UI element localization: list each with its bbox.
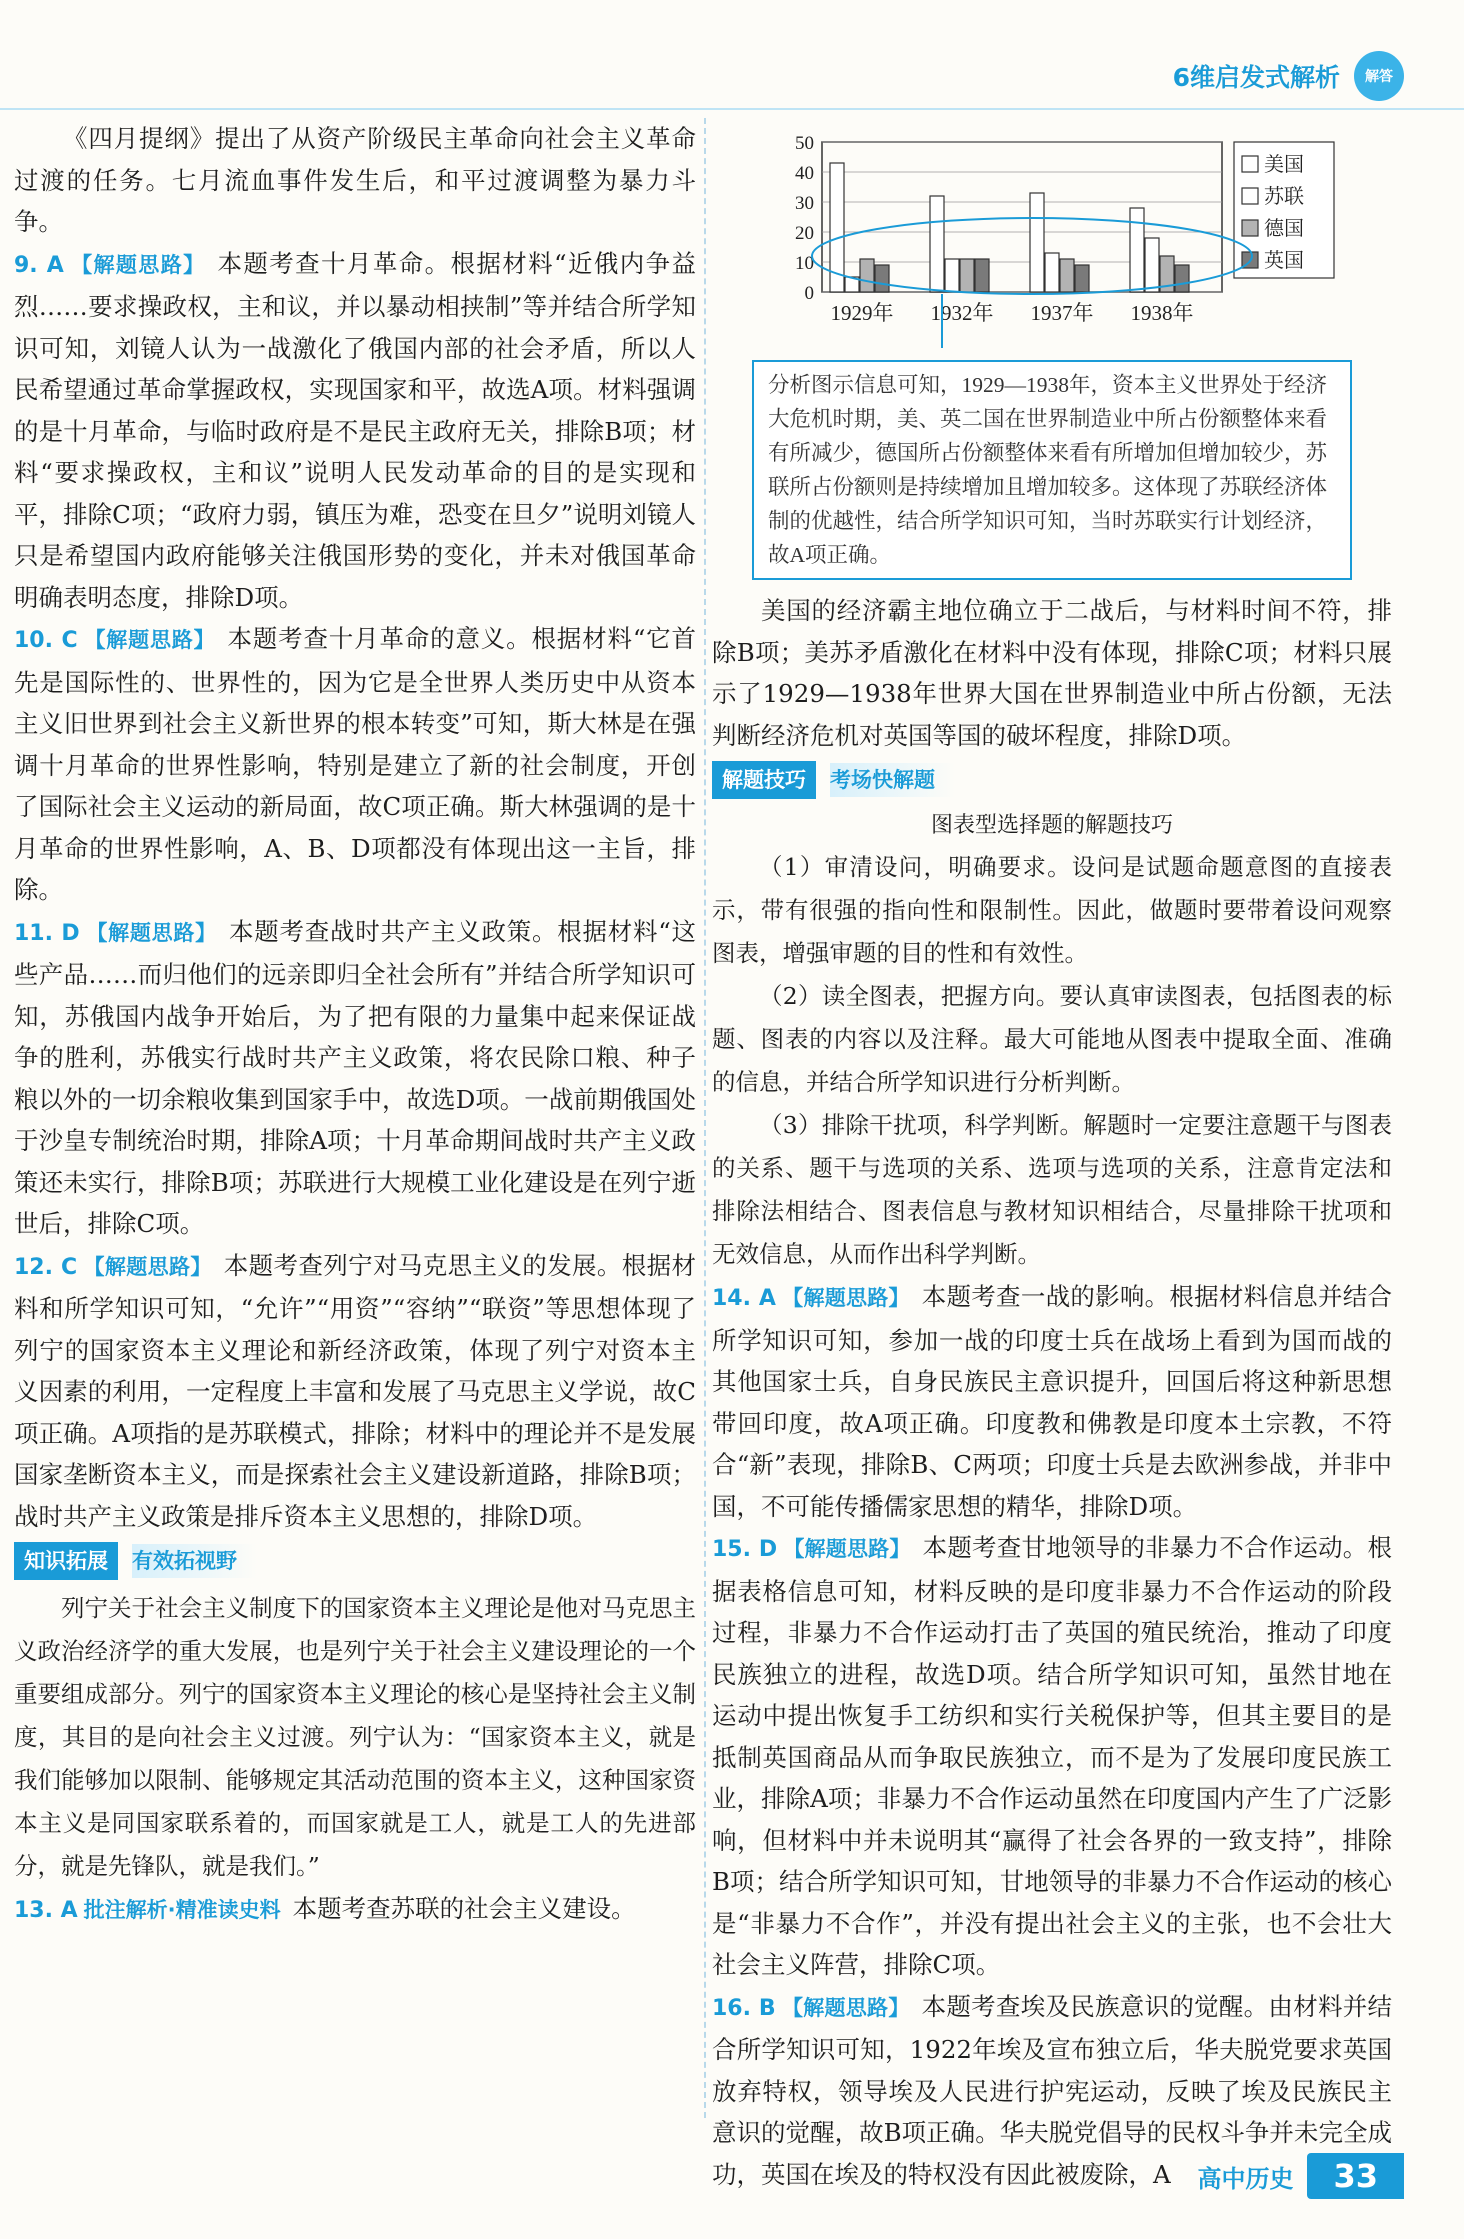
manufacturing-share-chart bbox=[712, 120, 1392, 352]
answer-10-text: 本题考查十月革命的意义。根据材料“它首先是国际性的、世界性的，因为它是全世界人类历史中从资本主义旧世界到社会主义新世界的根本转变”可知，斯大林是在强调十月革命的世界性影响，特别是建立了新的社会制度，开创了国际社会主义运动的新局面，故C项正确。斯大林强调的是十月革命的世界性影响，A、B、D项都没有体现出这一主旨，排除。 bbox=[14, 624, 697, 904]
legend-label: 英国 bbox=[1264, 250, 1304, 272]
answer-15-number: 15. D bbox=[712, 1537, 778, 1562]
brand-logo-icon: 解答 bbox=[1354, 51, 1404, 101]
answer-11-number: 11. D bbox=[14, 920, 80, 946]
y-tick-label: 10 bbox=[795, 253, 814, 274]
chart-annotation: 分析图示信息可知，1929—1938年，资本主义世界处于经济大危机时期，美、英二国在世界制造业中所占份额整体来看有所减少，德国所占份额整体来看有所增加但增加较少，苏联所占份额则是持续增加且增加较多。这体现了苏联经济体制的优越性，结合所学知识可知，当时苏联实行计划经济，故A项正确。 bbox=[752, 360, 1352, 580]
answer-14-number: 14. A bbox=[712, 1286, 776, 1311]
legend-swatch bbox=[1242, 220, 1258, 236]
x-tick-label: 1932年 bbox=[930, 301, 994, 325]
answer-15-tag: 【解题思路】 bbox=[783, 1537, 911, 1561]
tips-point-1: （1）审清设问，明确要求。设问是试题命题意图的直接表示，带有很强的指向性和限制性。因此，做题时要带着设问观察图表，增强审题的目的性和有效性。 bbox=[712, 853, 1392, 967]
page-number: 33 bbox=[1307, 2153, 1404, 2199]
legend-swatch bbox=[1242, 188, 1258, 204]
tips-point-3: （3）排除干扰项，科学判断。解题时一定要注意题干与图表的关系、题干与选项的关系、选项与选项的关系，注意肯定法和排除法相结合、图表信息与教材知识相结合，尽量排除干扰项和无效信息，从而作出科学判断。 bbox=[712, 1111, 1392, 1268]
bar-苏联 bbox=[945, 259, 959, 292]
bar-英国 bbox=[975, 259, 989, 292]
answer-13-tag: 批注解析·精准读史料 bbox=[83, 1898, 281, 1922]
bar-德国 bbox=[960, 259, 974, 292]
header-title: 6维启发式解析 bbox=[1172, 63, 1340, 92]
answer-14 bbox=[712, 1276, 1392, 1527]
tips-sub: 考场快解题 bbox=[830, 763, 955, 797]
bar-苏联 bbox=[1045, 253, 1059, 292]
knowledge-extension-text: 列宁关于社会主义制度下的国家资本主义理论是他对马克思主义政治经济学的重大发展，也是列宁关于社会主义建设理论的一个重要组成部分。列宁的国家资本主义理论的核心是坚持社会主义制度，其目的是向社会主义过渡。列宁认为：“国家资本主义，就是我们能够加以限制、能够规定其活动范围的资本主义，这种国家资本主义是同国家联系着的，而国家就是工人，就是工人的先进部分，就是先锋队，就是我们。” bbox=[14, 1594, 696, 1880]
answer-12 bbox=[14, 1245, 696, 1538]
y-tick-label: 30 bbox=[795, 193, 814, 214]
bar-美国 bbox=[1130, 208, 1144, 292]
x-tick-label: 1938年 bbox=[1130, 301, 1194, 325]
bar-美国 bbox=[930, 196, 944, 292]
answer-15 bbox=[712, 1527, 1392, 1986]
answer-12-number: 12. C bbox=[14, 1254, 78, 1280]
answer-11 bbox=[14, 911, 696, 1245]
answer-13-text: 本题考查苏联的社会主义建设。 bbox=[292, 1894, 636, 1923]
answer-12-tag: 【解题思路】 bbox=[83, 1254, 212, 1279]
knowledge-extension-label: 知识拓展 bbox=[14, 1542, 118, 1580]
bar-苏联 bbox=[1145, 238, 1159, 292]
answer-12-text: 本题考查列宁对马克思主义的发展。根据材料和所学知识可知，“允许”“用资”“容纳”“联资”等思想体现了列宁的国家资本主义理论和新经济政策，体现了列宁对资本主义因素的利用，一定程度上丰富和发展了马克思主义学说，故C项正确。A项指的是苏联模式，排除；材料中的理论并不是发展国家垄断资本主义，而是探索社会主义建设新道路，排除B项；战时共产主义政策是排斥资本主义思想的，排除D项。 bbox=[14, 1250, 697, 1531]
answer-15-text: 本题考查甘地领导的非暴力不合作运动。根据表格信息可知，材料反映的是印度非暴力不合作运动的阶段过程，非暴力不合作运动打击了英国的殖民统治，推动了印度民族独立的进程，故选D项。结合所学知识可知，虽然甘地在运动中提出恢复手工纺织和实行关税保护等，但其主要目的是抵制英国商品从而争取民族独立，而不是为了发展印度民族工业，排除A项；非暴力不合作运动虽然在印度国内产生了广泛影响，但材料中并未说明其“赢得了社会各界的一致支持”，排除B项；结合所学知识可知，甘地领导的非暴力不合作运动的核心是“非暴力不合作”，并没有提出社会主义的主张，也不会壮大社会主义阵营，排除C项。 bbox=[712, 1533, 1392, 1979]
knowledge-extension-sub: 有效拓视野 bbox=[132, 1544, 257, 1578]
page-header bbox=[1173, 48, 1404, 104]
answer-10-tag: 【解题思路】 bbox=[83, 628, 216, 652]
answer-16-tag: 【解题思路】 bbox=[781, 1995, 910, 2020]
answer-13-number: 13. A bbox=[14, 1898, 78, 1923]
y-tick-label: 40 bbox=[795, 163, 814, 184]
tips-title: 图表型选择题的解题技巧 bbox=[930, 813, 1173, 838]
answer-13 bbox=[14, 1888, 696, 1932]
answer-10 bbox=[14, 618, 696, 911]
answer-9 bbox=[14, 243, 696, 619]
y-tick-label: 0 bbox=[804, 283, 814, 304]
y-tick-label: 20 bbox=[795, 223, 814, 244]
column-divider bbox=[704, 118, 706, 2118]
answer-14-tag: 【解题思路】 bbox=[781, 1286, 910, 1310]
x-tick-label: 1937年 bbox=[1030, 301, 1094, 325]
answer-9-text: 本题考查十月革命。根据材料“近俄内争益烈……要求操政权，主和议，并以暴动相挟制”等并结合所学知识可知，刘镜人认为一战激化了俄国内部的社会矛盾，所以人民希望通过革命掌握政权，实现国家和平，故选A项。材料强调的是十月革命，与临时政府是不是民主政府无关，排除B项；材料“要求操政权，主和议”说明人民发动革命的目的是实现和平，排除C项；“政府力弱，镇压为难，恐变在旦夕”说明刘镜人只是希望国内政府能够关注俄国形势的变化，并未对俄国革命明确表明态度，排除D项。 bbox=[14, 248, 697, 612]
bar-英国 bbox=[1175, 265, 1189, 292]
answer-13-continued: 美国的经济霸主地位确立于二战后，与材料时间不符，排除B项；美苏矛盾激化在材料中没有体现，排除C项；材料只展示了1929—1938年世界大国在世界制造业中所占份额，无法判断经济危机对英国等国的破坏程度，排除D项。 bbox=[712, 596, 1392, 750]
right-column bbox=[712, 120, 1392, 2195]
page-footer bbox=[1197, 2153, 1404, 2199]
answer-14-text: 本题考查一战的影响。根据材料信息并结合所学知识可知，参加一战的印度士兵在战场上看到为国而战的其他国家士兵，自身民族民主意识提升，回国后将这种新思想带回印度，故A项正确。印度教和佛教是印度本土宗教，不符合“新”表现，排除B、C两项；印度士兵是去欧洲参战，并非中国，不可能传播儒家思想的精华，排除D项。 bbox=[712, 1282, 1392, 1521]
legend-label: 苏联 bbox=[1264, 186, 1304, 208]
legend-label: 德国 bbox=[1264, 218, 1304, 240]
chart-container bbox=[712, 120, 1392, 352]
tips-label: 解题技巧 bbox=[712, 761, 816, 799]
tips-head bbox=[712, 760, 1392, 800]
x-tick-label: 1929年 bbox=[830, 301, 894, 325]
bar-英国 bbox=[875, 265, 889, 292]
tips-point-2: （2）读全图表，把握方向。要认真审读图表，包括图表的标题、图表的内容以及注释。最大可能地从图表中提取全面、准确的信息，并结合所学知识进行分析判断。 bbox=[712, 982, 1392, 1096]
bar-德国 bbox=[1060, 259, 1074, 292]
left-column bbox=[14, 118, 696, 1932]
answer-11-text: 本题考查战时共产主义政策。根据材料“这些产品……而归他们的远亲即归全社会所有”并结合所学知识可知，苏俄国内战争开始后，为了把有限的力量集中起来保证战争的胜利，苏俄实行战时共产主义政策，将农民除口粮、种子粮以外的一切余粮收集到国家手中，故选D项。一战前期俄国处于沙皇专制统治时期，排除A项；十月革命期间战时共产主义政策还未实行，排除B项；苏联进行大规模工业化建设是在列宁逝世后，排除C项。 bbox=[14, 916, 697, 1238]
y-tick-label: 50 bbox=[795, 133, 814, 154]
answer-10-number: 10. C bbox=[14, 628, 78, 653]
answer-9-tag: 【解题思路】 bbox=[69, 252, 206, 277]
answer-16-number: 16. B bbox=[712, 1995, 776, 2021]
answer-16-text: 本题考查埃及民族意识的觉醒。由材料并结合所学知识可知，1922年埃及宣布独立后，华夫脱党要求英国放弃特权，领导埃及人民进行护宪运动，反映了埃及民族民主意识的觉醒，故B项正确。华夫脱党倡导的民权斗争并未完全成功，英国在埃及的特权没有因此被废除，A bbox=[712, 1991, 1393, 2189]
header-rule bbox=[0, 108, 1464, 110]
bar-美国 bbox=[1030, 193, 1044, 292]
legend-label: 美国 bbox=[1264, 154, 1304, 176]
knowledge-extension-head bbox=[14, 1541, 696, 1581]
bar-德国 bbox=[860, 259, 874, 292]
footer-subject: 高中历史 bbox=[1197, 2164, 1294, 2193]
answer-11-tag: 【解题思路】 bbox=[85, 920, 217, 945]
answer-9-number: 9. A bbox=[14, 252, 64, 278]
intro-paragraph: 《四月提纲》提出了从资产阶级民主革命向社会主义革命过渡的任务。七月流血事件发生后，和平过渡调整为暴力斗争。 bbox=[14, 124, 696, 236]
legend-swatch bbox=[1242, 156, 1258, 172]
bar-英国 bbox=[1075, 265, 1089, 292]
